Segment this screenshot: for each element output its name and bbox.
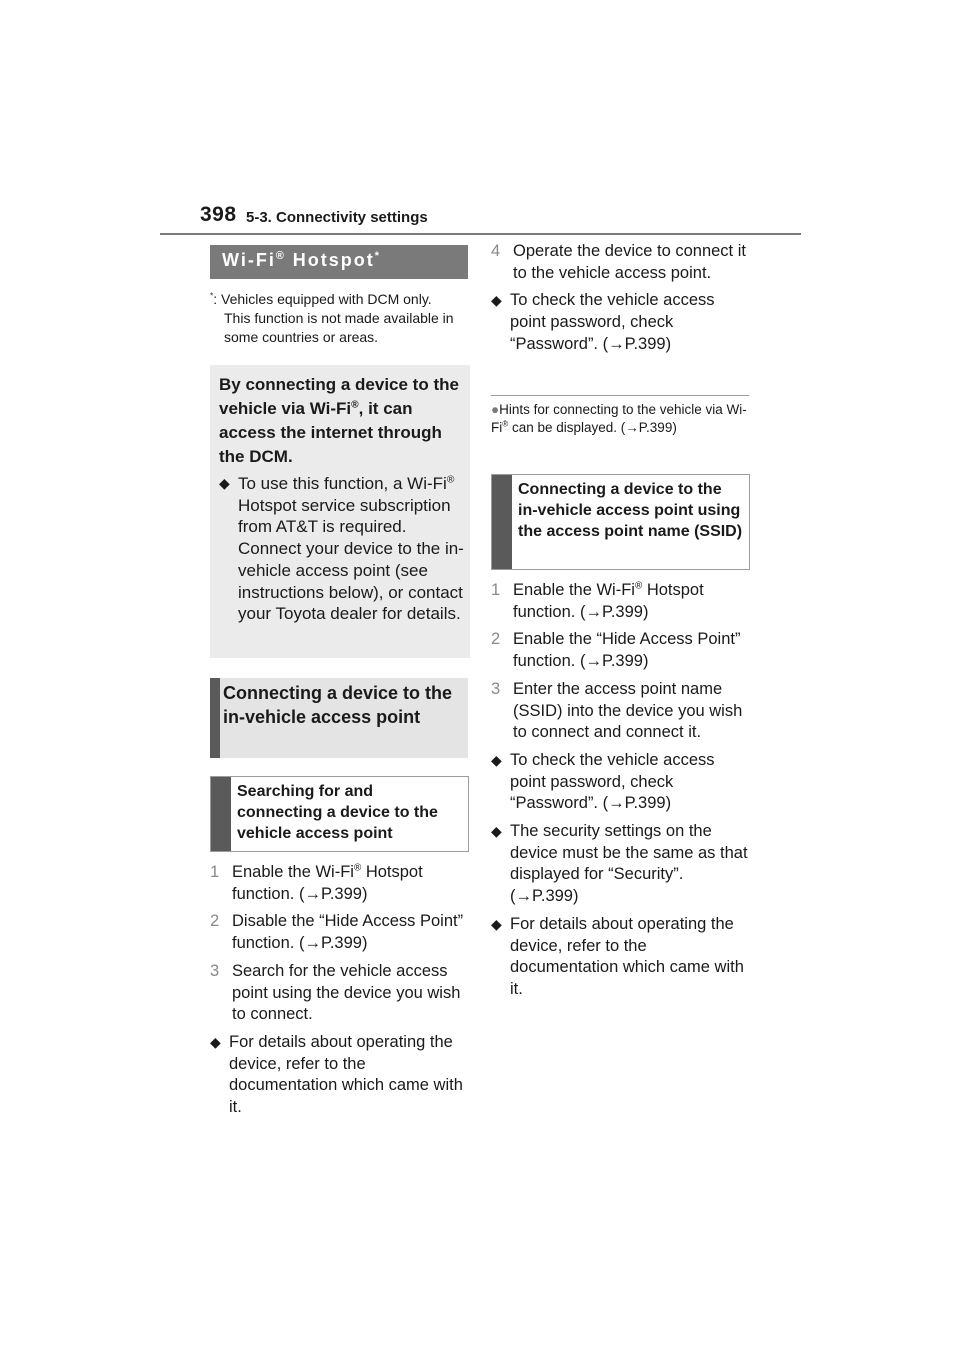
step-number: 3 [491, 679, 501, 698]
footnote-text: : Vehicles equipped with DCM only. This function is not made available in some countries or areas. [213, 291, 454, 345]
header-divider [160, 233, 801, 235]
heading-strip [210, 678, 220, 758]
bullet-diamond-icon: ◆ [210, 1033, 221, 1050]
bullet-diamond-icon: ◆ [491, 915, 502, 932]
step-text: Enter the access point name (SSID) into the device you wish to connect and connect it. [513, 679, 743, 742]
footnote-mark: * [210, 290, 214, 301]
hint-text-a: Hints for connecting to the vehicle via Wi-Fi [491, 402, 747, 435]
bullet-text: The security settings on the device must be the same as that displayed for “Security”. (→P.399) [510, 822, 748, 906]
bullet-diamond-icon: ◆ [219, 475, 230, 491]
list-item [210, 1032, 468, 1119]
connect-heading: Connecting a device to the in-vehicle access point [223, 683, 453, 727]
footnote [210, 290, 460, 347]
step-item [210, 862, 468, 905]
step-text: Enable the “Hide Access Point” function. (→P.399) [513, 630, 741, 671]
intro-bullet-text [238, 473, 467, 625]
step-item [491, 629, 749, 672]
step-item [491, 241, 749, 284]
list-item [491, 914, 749, 1001]
intro-box [210, 365, 470, 658]
bullet-text: For details about operating the device, refer to the documentation which came with it. [229, 1032, 463, 1117]
footnote-star: * [374, 250, 381, 262]
left-bullet-list [210, 1032, 468, 1119]
hotspot-title-rest: Hotspot [285, 250, 375, 270]
step-text [232, 862, 468, 905]
right-bullet-list [491, 750, 749, 1001]
step-item [210, 961, 468, 1026]
right-steps [491, 580, 749, 1007]
step-item [491, 580, 749, 623]
hotspot-heading [222, 250, 381, 271]
right-top [491, 241, 749, 362]
hotspot-heading-bar [210, 245, 468, 279]
registered-mark: ® [353, 862, 362, 874]
heading-strip [492, 475, 512, 569]
hint-divider [491, 395, 749, 396]
hotspot-title: Wi-Fi [222, 250, 276, 270]
step-text: Operate the device to connect it to the vehicle access point. [513, 242, 746, 282]
section-title: 5-3. Connectivity settings [246, 209, 428, 226]
ssid-heading: Connecting a device to the in-vehicle access point using the access point name (SSID) [518, 481, 743, 540]
heading-strip [211, 777, 231, 851]
intro-bullet-a: To use this function, a Wi-Fi [238, 474, 447, 493]
left-steps [210, 862, 468, 1125]
list-item [491, 750, 749, 815]
step-text-a: Enable the Wi-Fi [513, 581, 635, 599]
step-number: 2 [210, 912, 220, 931]
intro-bullet [219, 473, 467, 625]
step-text [513, 580, 749, 623]
search-heading-box [210, 776, 469, 852]
registered-mark: ® [275, 250, 286, 262]
connect-heading-box [210, 678, 468, 758]
list-item [491, 821, 749, 908]
list-item [491, 290, 749, 355]
step-text: Disable the “Hide Access Point” function. (→P.399) [232, 912, 464, 953]
step-text-a: Enable the Wi-Fi [232, 863, 354, 881]
intro-bold-a: By connecting a device to the vehicle via Wi-Fi [219, 375, 459, 418]
step-number: 1 [210, 863, 220, 881]
registered-mark: ® [502, 419, 509, 429]
ssid-heading-box [491, 474, 750, 570]
step-text: Search for the vehicle access point using the device you wish to connect. [232, 961, 461, 1024]
step-number: 2 [491, 630, 501, 649]
bullet-diamond-icon: ◆ [491, 751, 502, 768]
right-bullet-list-top [491, 290, 749, 355]
search-heading: Searching for and connecting a device to the vehicle access point [237, 783, 438, 842]
intro-bold-b: , it can access the internet through the DCM. [219, 399, 442, 466]
step-text-b: Hotspot function. (→P.399) [513, 581, 704, 621]
bullet-text: To check the vehicle access point password, check “Password”. (→P.399) [510, 291, 715, 353]
step-item [491, 679, 749, 744]
hint-text-b: can be displayed. (→P.399) [508, 420, 677, 435]
intro-bullet-b: Hotspot service subscription from AT&T is required. Connect your device to the in-vehicle access point (see instructions below), or contact your Toyota dealer for details. [238, 495, 464, 624]
registered-mark: ® [446, 474, 455, 486]
bullet-text: To check the vehicle access point password, check “Password”. (→P.399) [510, 750, 715, 813]
registered-mark: ® [634, 580, 643, 592]
step-item [210, 911, 468, 954]
bullet-text: For details about operating the device, refer to the documentation which came with it. [510, 914, 744, 998]
bullet-diamond-icon: ◆ [491, 823, 502, 840]
step-text-b: Hotspot function. (→P.399) [232, 863, 423, 903]
bullet-diamond-icon: ◆ [491, 292, 502, 309]
step-number: 1 [491, 581, 501, 599]
page-number: 398 [200, 203, 237, 226]
hint [491, 401, 753, 437]
intro-bold-text [219, 373, 459, 469]
step-number: 4 [491, 242, 501, 260]
step-number: 3 [210, 961, 220, 980]
hint-dot-icon: ● [491, 402, 500, 417]
registered-mark: ® [351, 399, 359, 411]
